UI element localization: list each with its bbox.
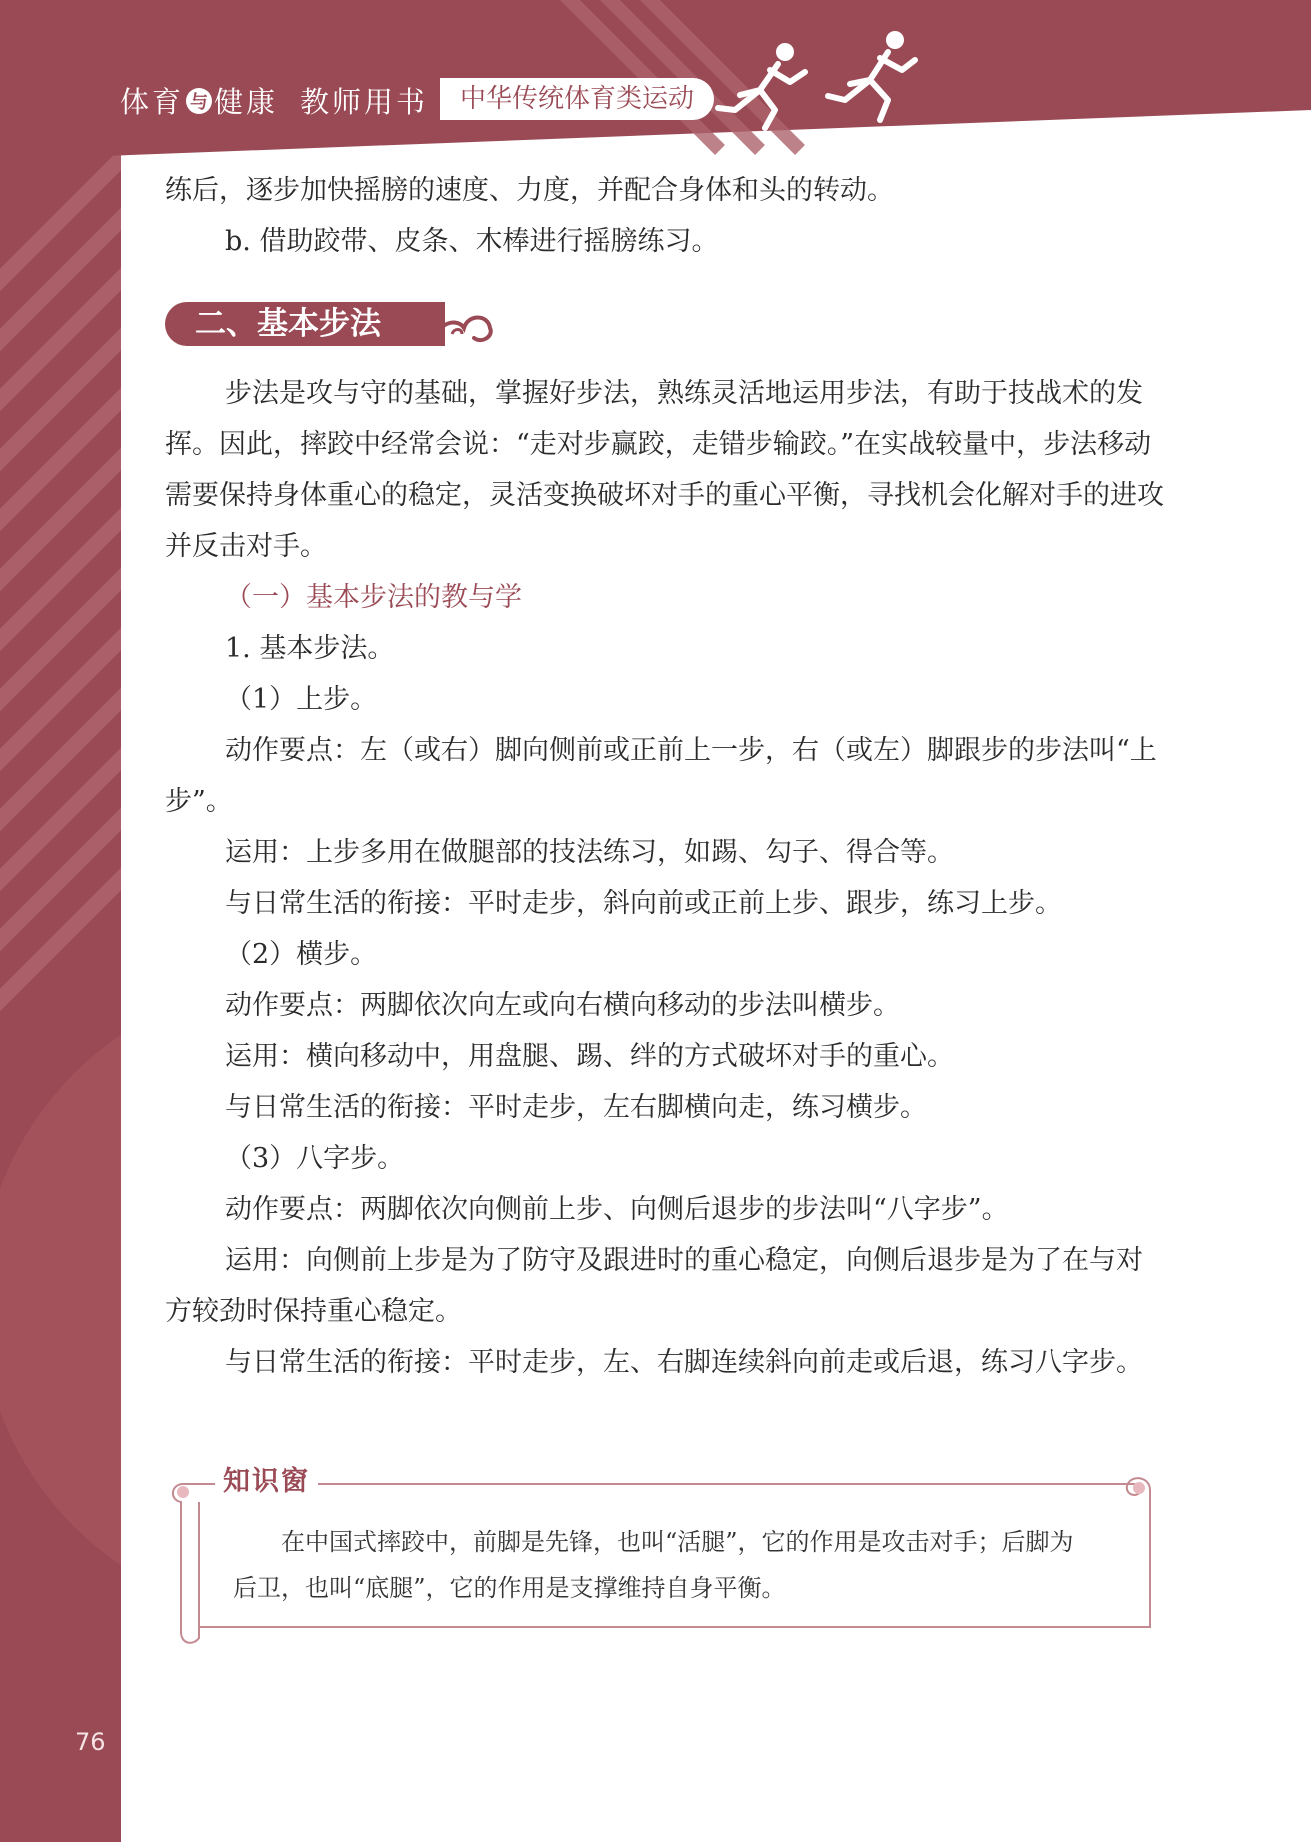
step-line: 运用：上步多用在做腿部的技法练习，如踢、勾子、得合等。 — [225, 837, 954, 868]
step-line: 动作要点：两脚依次向左或向右横向移动的步法叫横步。 — [225, 990, 900, 1021]
page-number: 76 — [75, 1728, 106, 1756]
book-title-part2: 健康 — [214, 85, 279, 119]
book-title-part1: 体育 — [120, 85, 185, 119]
sidebar-decoration — [0, 0, 121, 1842]
header-band — [0, 0, 1311, 160]
knowledge-box-body — [233, 1519, 1093, 1611]
intro-line: b. 借助跤带、皮条、木棒进行摇膀练习。 — [225, 226, 719, 257]
cloud-ornament-icon — [430, 304, 500, 348]
section-title: 二、基本步法 — [195, 306, 381, 342]
step-line: 运用：向侧前上步是为了防守及跟进时的重心稳定，向侧后退步是为了在与对方较劲时保持重心稳定。 — [165, 1245, 1143, 1327]
item-heading: 1. 基本步法。 — [225, 633, 395, 664]
book-title-connector: 与 — [186, 88, 212, 114]
step-line: 运用：横向移动中，用盘腿、踢、绊的方式破坏对手的重心。 — [225, 1041, 954, 1072]
step-line: 与日常生活的衔接：平时走步，斜向前或正前上步、跟步，练习上步。 — [225, 888, 1062, 919]
knowledge-box-title: 知识窗 — [215, 1462, 318, 1502]
left-sidebar — [0, 0, 121, 1842]
step-line: 动作要点：两脚依次向侧前上步、向侧后退步的步法叫“八字步”。 — [225, 1194, 1009, 1225]
intro-paragraph: 步法是攻与守的基础，掌握好步法，熟练灵活地运用步法，有助于技战术的发挥。因此，摔跤中经常会说：“走对步赢跤，走错步输跤。”在实战较量中，步法移动需要保持身体重心的稳定，灵活变换破坏对手的重心平衡，寻找机会化解对手的进攻并反击对手。 — [165, 378, 1164, 562]
step-heading: （3）八字步。 — [225, 1143, 405, 1174]
step-heading: （1）上步。 — [225, 684, 378, 715]
main-body — [165, 368, 1165, 1388]
step-heading: （2）横步。 — [225, 939, 378, 970]
step-line: 与日常生活的衔接：平时走步，左右脚横向走，练习横步。 — [225, 1092, 927, 1123]
subsection-title: （一）基本步法的教与学 — [225, 582, 522, 613]
book-title-part3: 教师用书 — [300, 85, 429, 119]
step-line: 动作要点：左（或右）脚向侧前或正前上一步，右（或左）脚跟步的步法叫“上步”。 — [165, 735, 1157, 817]
book-title — [120, 80, 428, 121]
knowledge-box — [165, 1462, 1165, 1647]
intro-block — [165, 165, 1165, 267]
section-heading — [165, 302, 485, 346]
intro-line: 练后，逐步加快摇膀的速度、力度，并配合身体和头的转动。 — [165, 175, 894, 206]
step-line: 与日常生活的衔接：平时走步，左、右脚连续斜向前走或后退，练习八字步。 — [225, 1347, 1143, 1378]
chapter-tag: 中华传统体育类运动 — [440, 78, 714, 120]
knowledge-text: 在中国式摔跤中，前脚是先锋，也叫“活腿”，它的作用是攻击对手；后脚为后卫，也叫“底腿”，它的作用是支撑维持自身平衡。 — [233, 1528, 1074, 1602]
